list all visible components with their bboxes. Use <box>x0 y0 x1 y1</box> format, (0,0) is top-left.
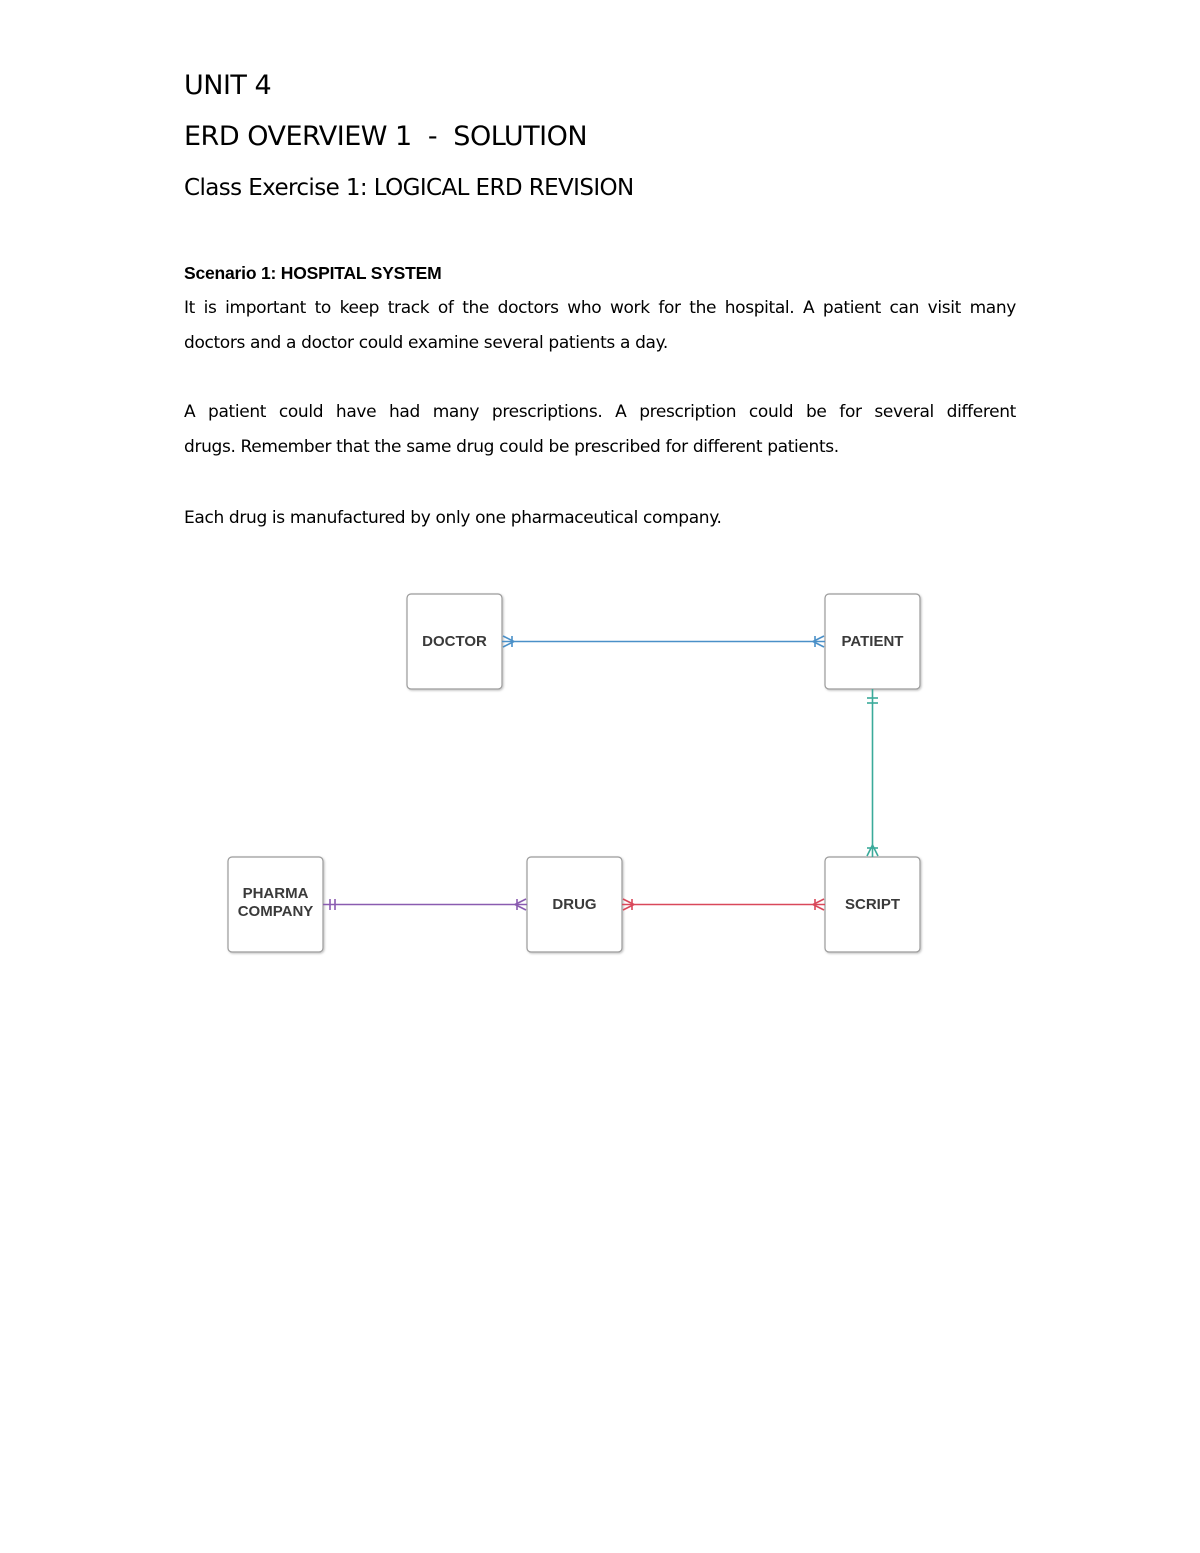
entity-label-company: COMPANY <box>237 903 314 920</box>
entity-drug <box>527 857 622 952</box>
overview-heading: ERD OVERVIEW 1 - SOLUTION <box>184 121 588 152</box>
entity-label-doctor: DOCTOR <box>422 633 487 650</box>
relationship-doctor-patient <box>502 636 825 647</box>
entity-script <box>825 857 920 952</box>
relationship-patient-script <box>867 689 878 857</box>
entity-doctor <box>407 594 502 689</box>
paragraph-line: A patient could have had many prescriptions. A prescription could be for several different <box>184 402 1016 422</box>
relationship-pharma-drug <box>323 899 527 910</box>
paragraph-line: Each drug is manufactured by only one pharmaceutical company. <box>184 508 722 528</box>
paragraph-drugs <box>184 501 1016 536</box>
entity-patient <box>825 594 920 689</box>
paragraph-prescriptions <box>184 395 1016 465</box>
paragraph-line: It is important to keep track of the doctors who work for the hospital. A patient can visit many <box>184 298 1016 318</box>
paragraph-line: drugs. Remember that the same drug could be prescribed for different patients. <box>184 437 839 457</box>
unit-heading: UNIT 4 <box>184 70 272 101</box>
exercise-heading: Class Exercise 1: LOGICAL ERD REVISION <box>184 175 634 201</box>
entity-label-patient: PATIENT <box>841 633 904 650</box>
paragraph-line: doctors and a doctor could examine several patients a day. <box>184 333 668 353</box>
entity-label-drug: DRUG <box>552 896 597 913</box>
entity-pharma-company <box>228 857 323 952</box>
entity-label-script: SCRIPT <box>844 896 901 913</box>
entity-label-pharma: PHARMA <box>242 885 309 902</box>
paragraph-doctors <box>184 291 1016 361</box>
scenario-title: Scenario 1: HOSPITAL SYSTEM <box>184 263 442 283</box>
relationship-drug-script <box>622 899 825 910</box>
